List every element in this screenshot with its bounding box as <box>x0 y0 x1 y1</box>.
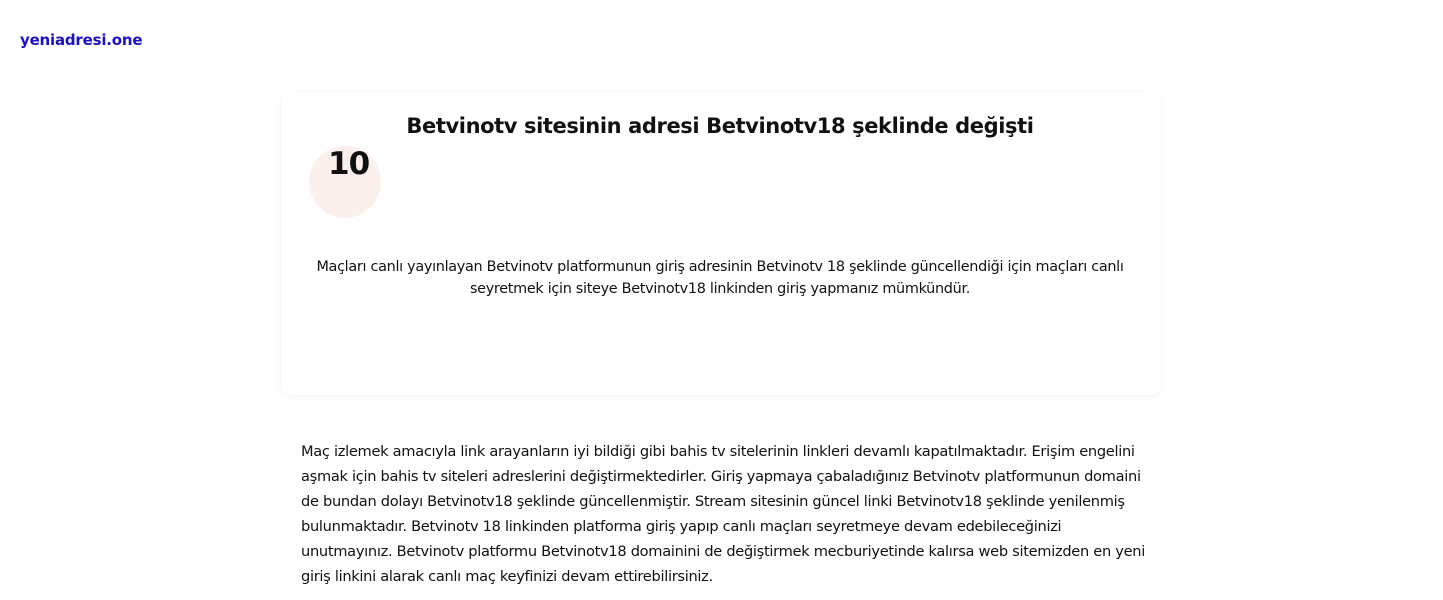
site-logo-link[interactable]: yeniadresi.one <box>20 31 143 49</box>
score-value: 10 <box>328 146 370 182</box>
article-paragraph: Maç izlemek amacıyla link arayanların iyi bildiği gibi bahis tv sitelerinin linkleri devamlı kapatılmaktadır. Erişim engelini aşmak için bahis tv siteleri adreslerini değiştirmektedirler. Giriş yapmaya çabaladığınız Betvinotv platformunun domaini de bundan dolayı Betvinotv18 şeklinde güncellenmiştir. Stream sitesinin güncel linki Betvinotv18 şeklinde yenilenmiş bulunmaktadır. Betvinotv 18 linkinden platforma giriş yapıp canlı maçları seyretmeye devam edebileceğinizi unutmayınız. Betvinotv platformu Betvinotv18 domainini de değiştirmek mecburiyetinde kalırsa web sitemizden en yeni giriş linkini alarak canlı maç keyfinizi devam ettirebilirsiniz. <box>301 443 1145 585</box>
article-body <box>301 439 1146 589</box>
article-summary: Maçları canlı yayınlayan Betvinotv platformunun giriş adresinin Betvinotv 18 şeklinde güncellendiği için maçları canlı seyretmek için siteye Betvinotv18 linkinden giriş yapmanız mümkündür. <box>316 259 1124 297</box>
article-title: Betvinotv sitesinin adresi Betvinotv18 şeklinde değişti <box>406 114 1034 138</box>
site-header <box>20 30 142 49</box>
article-summary-card <box>281 92 1161 395</box>
